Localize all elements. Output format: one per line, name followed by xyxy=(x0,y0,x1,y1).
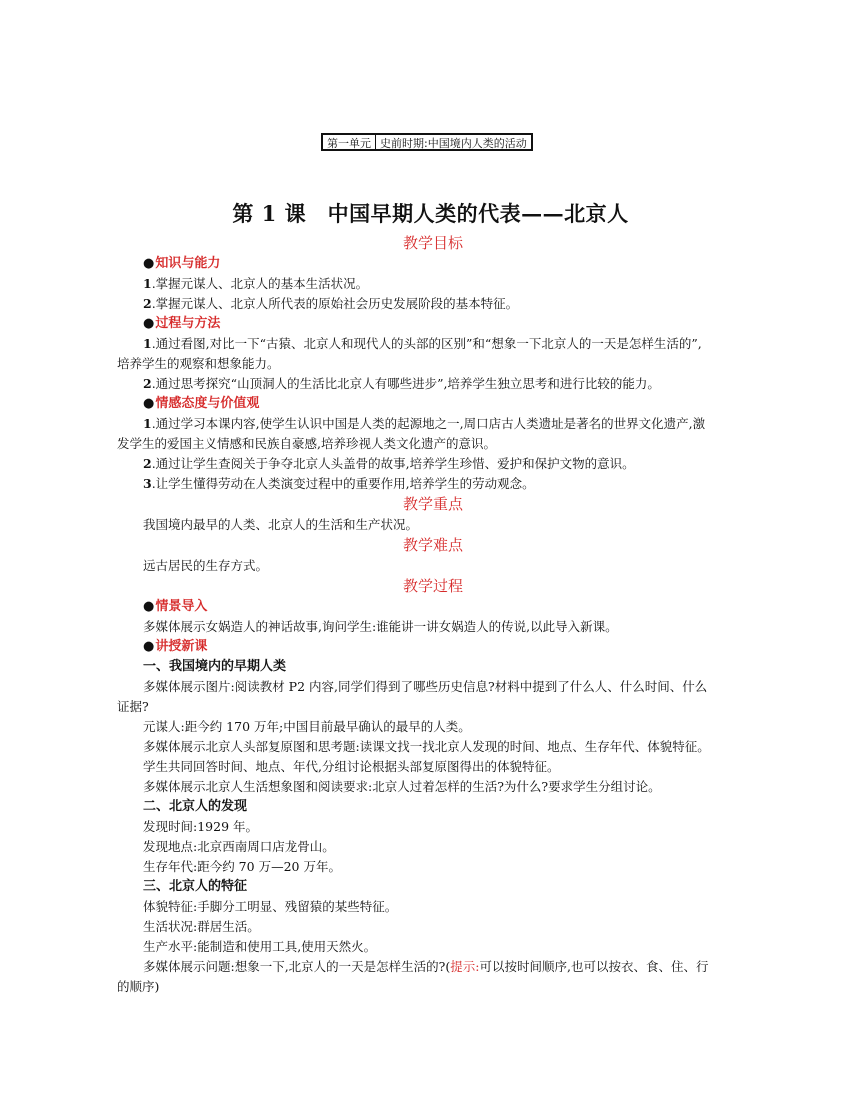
part1-p2: 元谋人:距今约 170 万年;中国目前最早确认的最早的人类。 xyxy=(143,719,471,734)
part3-heading: 三、北京人的特征 xyxy=(143,879,248,894)
knowledge-item-2: 2.掌握元谋人、北京人所代表的原始社会历史发展阶段的基本特征。 xyxy=(143,296,519,311)
intro-text: 多媒体展示女娲造人的神话故事,询问学生:谁能讲一讲女娲造人的传说,以此导入新课。 xyxy=(143,619,618,634)
process-item-1-cont: 培养学生的观察和想象能力。 xyxy=(117,356,280,371)
knowledge-item-1: 1.掌握元谋人、北京人的基本生活状况。 xyxy=(143,276,369,291)
unit-label: 第一单元 xyxy=(327,137,371,150)
lesson-content xyxy=(117,233,749,997)
lesson-title: 第 1 课 中国早期人类的代表——北京人 xyxy=(232,201,629,226)
part1-p3: 多媒体展示北京人头部复原图和思考题:读课文找一找北京人发现的时间、地点、生存年代、体貌特征。 xyxy=(143,739,710,754)
process-method-heading: ●过程与方法 xyxy=(143,316,221,331)
hint-label: 提示: xyxy=(450,959,480,974)
part3-p1: 体貌特征:手脚分工明显、残留猿的某些特征。 xyxy=(143,899,398,914)
key-points-heading: 教学重点 xyxy=(402,495,463,513)
attitude-item-1: 1.通过学习本课内容,使学生认识中国是人类的起源地之一,周口店古人类遗址是著名的世界文化遗产,激 xyxy=(143,416,706,431)
part3-p4: 多媒体展示问题:想象一下,北京人的一天是怎样生活的?(提示:可以按时间顺序,也可以按衣、食、住、行 xyxy=(143,959,709,974)
part1-p4: 学生共同回答时间、地点、年代,分组讨论根据头部复原图得出的体貌特征。 xyxy=(143,759,560,774)
part3-p4-cont: 的顺序) xyxy=(117,979,160,994)
unit-name: 史前时期:中国境内人类的活动 xyxy=(375,135,531,149)
difficulties-text: 远古居民的生存方式。 xyxy=(143,558,269,573)
unit-header xyxy=(321,133,533,151)
new-lesson-heading: ●讲授新课 xyxy=(143,639,208,654)
part2-p2: 发现地点:北京西南周口店龙骨山。 xyxy=(143,839,335,854)
part1-p5: 多媒体展示北京人生活想象图和阅读要求:北京人过着怎样的生活?为什么?要求学生分组讨论。 xyxy=(143,779,661,794)
part3-p3: 生产水平:能制造和使用工具,使用天然火。 xyxy=(143,939,377,954)
part1-p1: 多媒体展示图片:阅读教材 P2 内容,同学们得到了哪些历史信息?材料中提到了什么人、什么时间、什么 xyxy=(143,679,708,694)
part3-p2: 生活状况:群居生活。 xyxy=(143,919,260,934)
objectives-heading: 教学目标 xyxy=(402,234,463,252)
process-item-2: 2.通过思考探究“山顶洞人的生活比北京人有哪些进步”,培养学生独立思考和进行比较的能力。 xyxy=(143,376,660,391)
attitude-item-2: 2.通过让学生查阅关于争夺北京人头盖骨的故事,培养学生珍惜、爱护和保护文物的意识。 xyxy=(143,456,635,471)
part2-p1: 发现时间:1929 年。 xyxy=(143,819,258,834)
attitude-item-1-cont: 发学生的爱国主义情感和民族自豪感,培养珍视人类文化遗产的意识。 xyxy=(117,436,496,451)
difficulties-heading: 教学难点 xyxy=(402,536,463,554)
part1-p1-cont: 证据? xyxy=(117,699,149,714)
teaching-process-heading: 教学过程 xyxy=(402,577,463,595)
part2-p3: 生存年代:距今约 70 万—20 万年。 xyxy=(143,859,341,874)
key-points-text: 我国境内最早的人类、北京人的生活和生产状况。 xyxy=(143,517,419,532)
part2-heading: 二、北京人的发现 xyxy=(143,799,248,814)
process-item-1: 1.通过看图,对比一下“古猿、北京人和现代人的头部的区别”和“想象一下北京人的一天是怎样生活的”, xyxy=(143,336,702,351)
intro-heading: ●情景导入 xyxy=(143,599,208,614)
part1-heading: 一、我国境内的早期人类 xyxy=(143,659,287,674)
attitude-item-3: 3.让学生懂得劳动在人类演变过程中的重要作用,培养学生的劳动观念。 xyxy=(143,476,535,491)
attitude-heading: ●情感态度与价值观 xyxy=(143,396,260,411)
knowledge-heading: ●知识与能力 xyxy=(143,256,221,271)
